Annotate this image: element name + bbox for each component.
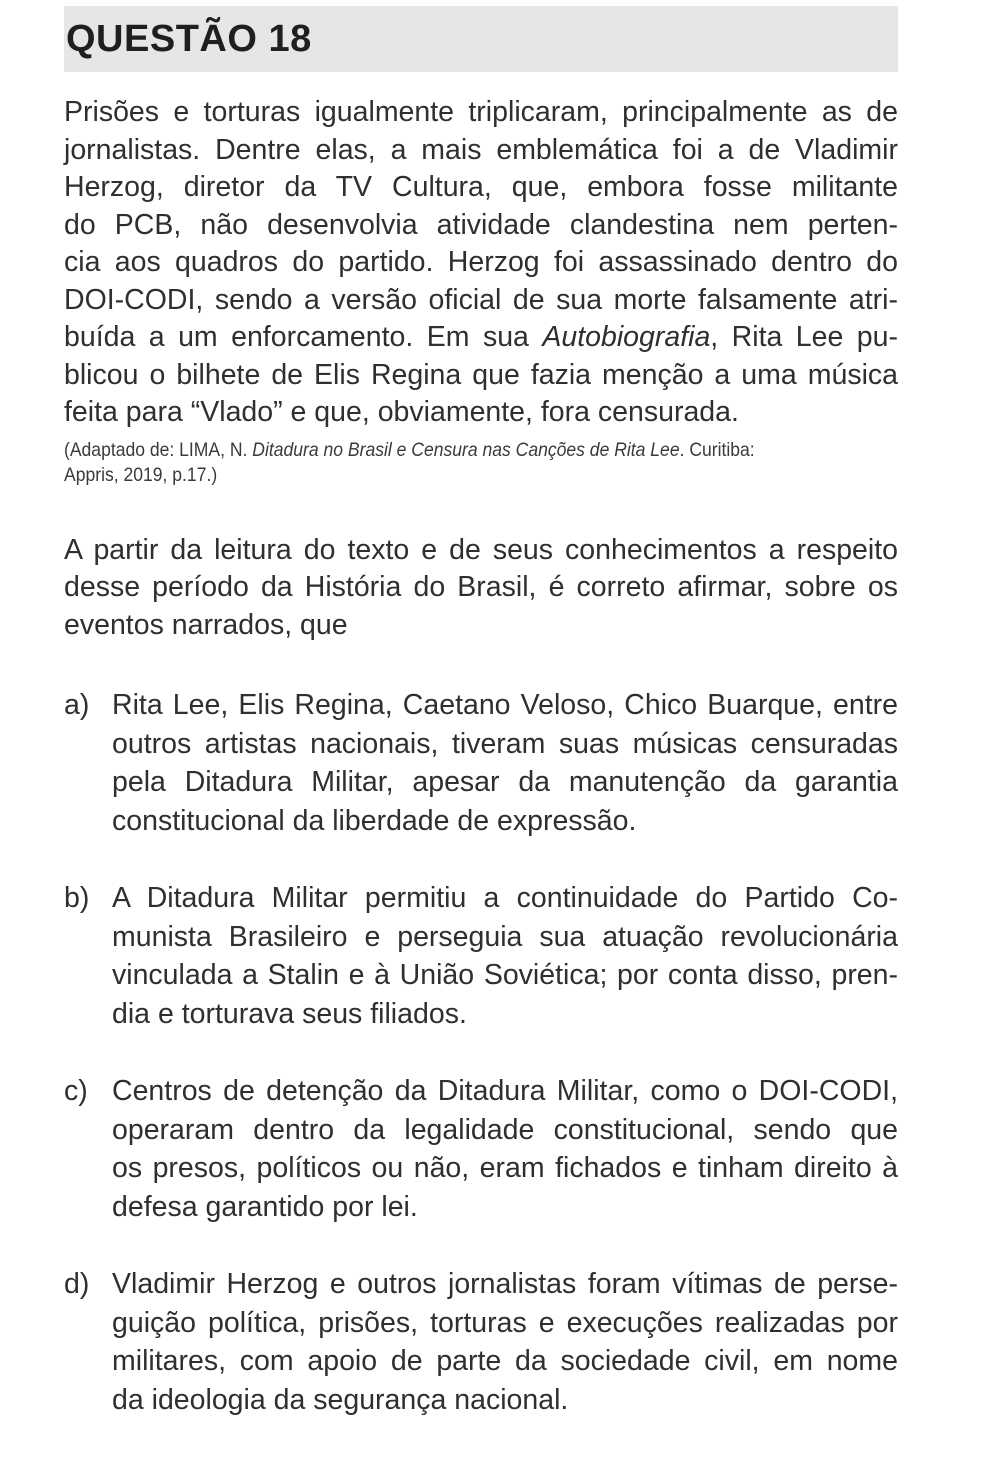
option-line: pela Ditadura Militar, apesar da manutenção da garantia [112,766,898,798]
passage-line-part: buída a um enforcamento. Em sua [64,321,543,353]
source-line-1 [64,438,898,463]
option-c[interactable] [64,1072,898,1226]
passage-text [64,94,898,432]
option-text [112,1265,898,1419]
source-title: Ditadura no Brasil e Censura nas Canções de Rita Lee [252,438,680,461]
option-line: militares, com apoio de parte da sociedade civil, em nome [112,1345,898,1377]
source-line-2: Appris, 2019, p.17.) [64,463,218,486]
answer-options [64,686,898,1419]
passage-line: do PCB, não desenvolvia atividade clandestina nem perten- [64,208,898,241]
option-letter: a) [64,689,90,721]
passage-line: Herzog, diretor da TV Cultura, que, embora fosse militante [64,171,898,203]
passage-line: blicou o bilhete de Elis Regina que fazia menção a uma música [64,358,898,391]
passage-line: cia aos quadros do partido. Herzog foi assassinado dentro do [64,246,898,278]
option-a[interactable] [64,686,898,840]
option-text [112,879,898,1033]
question-header [64,6,898,72]
source-citation [64,438,898,488]
passage-line: jornalistas. Dentre elas, a mais emblemática foi a de Vladimir [64,133,898,166]
passage-line-part: , Rita Lee pu- [710,321,898,353]
question-stem [64,532,898,645]
question-page [64,6,898,1458]
option-letter: b) [64,882,90,914]
option-b[interactable] [64,879,898,1033]
option-line: Centros de detenção da Ditadura Militar, como o DOI-CODI, [112,1075,898,1107]
passage-line: DOI-CODI, sendo a versão oficial de sua morte falsamente atri- [64,283,898,316]
source-prefix: (Adaptado de: LIMA, N. [64,438,253,461]
option-line: Rita Lee, Elis Regina, Caetano Veloso, Chico Buarque, entre [112,689,898,721]
option-line: operaram dentro da legalidade constitucional, sendo que [112,1113,898,1146]
option-text [112,686,898,840]
option-line: guição política, prisões, torturas e execuções realizadas por [112,1306,898,1339]
book-title-autobiografia: Autobiografia [542,321,711,353]
option-letter: d) [64,1268,90,1300]
stem-line: eventos narrados, que [64,608,348,641]
question-title: QUESTÃO 18 [66,17,312,60]
option-line: os presos, políticos ou não, eram fichados e tinham direito à [112,1152,898,1184]
passage-line: Prisões e torturas igualmente triplicaram, principalmente as de [64,96,898,128]
option-line: da ideologia da segurança nacional. [112,1383,569,1416]
option-line: munista Brasileiro e perseguia sua atuação revolucionária [112,920,898,953]
passage-line-mixed [64,319,898,357]
source-suffix: . Curitiba: [679,438,755,461]
option-line: Vladimir Herzog e outros jornalistas foram vítimas de perse- [112,1268,898,1300]
option-letter: c) [64,1075,88,1107]
stem-line: A partir da leitura do texto e de seus conhecimentos a respeito [64,533,898,566]
passage-line: feita para “Vlado” e que, obviamente, fora censurada. [64,396,739,428]
option-line: A Ditadura Militar permitiu a continuidade do Partido Co- [112,882,898,914]
option-d[interactable] [64,1265,898,1419]
option-line: dia e torturava seus filiados. [112,997,467,1030]
option-line: constitucional da liberdade de expressão. [112,804,637,837]
option-line: defesa garantido por lei. [112,1190,418,1223]
option-line: outros artistas nacionais, tiveram suas músicas censuradas [112,727,898,760]
option-line: vinculada a Stalin e à União Soviética; por conta disso, pren- [112,959,898,991]
stem-line: desse período da História do Brasil, é correto afirmar, sobre os [64,571,898,603]
option-text [112,1072,898,1226]
